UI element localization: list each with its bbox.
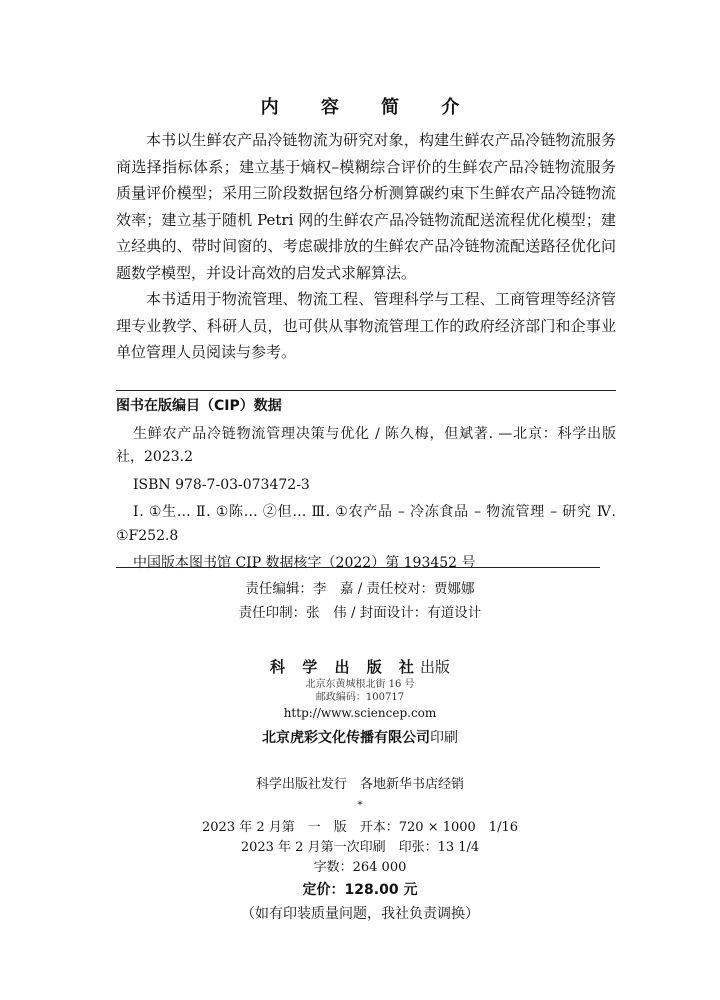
distribution-line: 科学出版社发行 各地新华书店经销	[255, 777, 464, 792]
price: 定价：128.00 元	[302, 882, 418, 898]
cip-isbn: ISBN 978-7-03-073472-3	[133, 476, 310, 493]
printer-name: 北京虎彩文化传播有限公司	[262, 730, 430, 746]
cip-classification: Ⅰ. ①生… Ⅱ. ①陈… ②但… Ⅲ. ①农产品 – 冷冻食品 – 物流管理 – 研究 Ⅳ. ①F252.8	[116, 504, 616, 544]
spec-word-count: 字数：264 000	[313, 860, 407, 875]
intro-paragraph: 本书以生鲜农产品冷链物流为研究对象，构建生鲜农产品冷链物流服务商选择指标体系；建立基于熵权–模糊综合评价的生鲜农产品冷链物流服务质量评价模型；采用三阶段数据包络分析测算碳约束下生鲜农产品冷链物流效率；建立基于随机 Petri 网的生鲜农产品冷链物流配送流程优化模型；建立经典的、带时间窗的、考虑碳排放的生鲜农产品冷链物流配送路径优化问题数学模型，并设计高效的启发式求解算法。	[116, 131, 616, 282]
edition-specs	[0, 818, 720, 926]
publisher-url: http://www.sciencep.com	[283, 706, 437, 720]
staff-line-editors: 责任编辑：李 嘉 / 责任校对：贾娜娜	[245, 581, 475, 597]
publisher-postcode: 邮政编码：100717	[315, 692, 405, 703]
spec-edition: 2023 年 2 月第 一 版 开本：720 × 1000 1/16	[202, 820, 518, 835]
printer-suffix: 印刷	[430, 730, 458, 746]
page-title: 内 容 简 介	[260, 97, 478, 118]
cip-data-number: 中国版本图书馆 CIP 数据核字（2022）第 193452 号	[133, 555, 476, 571]
publisher-name: 科 学 出 版 社	[270, 658, 420, 676]
publisher-address: 北京东黄城根北街 16 号	[305, 679, 415, 690]
cip-record: 生鲜农产品冷链物流管理决策与优化 / 陈久梅，但斌著. —北京：科学出版社，2023.2	[116, 425, 616, 465]
divider-bottom	[116, 567, 600, 568]
publisher-suffix: 出版	[419, 658, 450, 676]
printer-line	[0, 726, 720, 750]
publisher-line	[0, 656, 720, 678]
spec-printing: 2023 年 2 月第一次印刷 印张：13 1/4	[240, 840, 480, 855]
cip-block	[116, 395, 616, 580]
separator-star: *	[357, 800, 363, 811]
cip-heading: 图书在版编目（CIP）数据	[116, 398, 282, 414]
quality-note: （如有印装质量问题，我社负责调换）	[241, 906, 479, 922]
staff-credits	[0, 577, 720, 625]
intro-text	[116, 127, 616, 366]
divider-top	[116, 390, 616, 391]
staff-line-production: 责任印制：张 伟 / 封面设计：有道设计	[238, 605, 482, 621]
publisher-block	[0, 656, 720, 750]
intro-paragraph: 本书适用于物流管理、物流工程、管理科学与工程、工商管理等经济管理专业教学、科研人员，也可供从事物流管理工作的政府经济部门和企事业单位管理人员阅读与参考。	[116, 290, 616, 361]
